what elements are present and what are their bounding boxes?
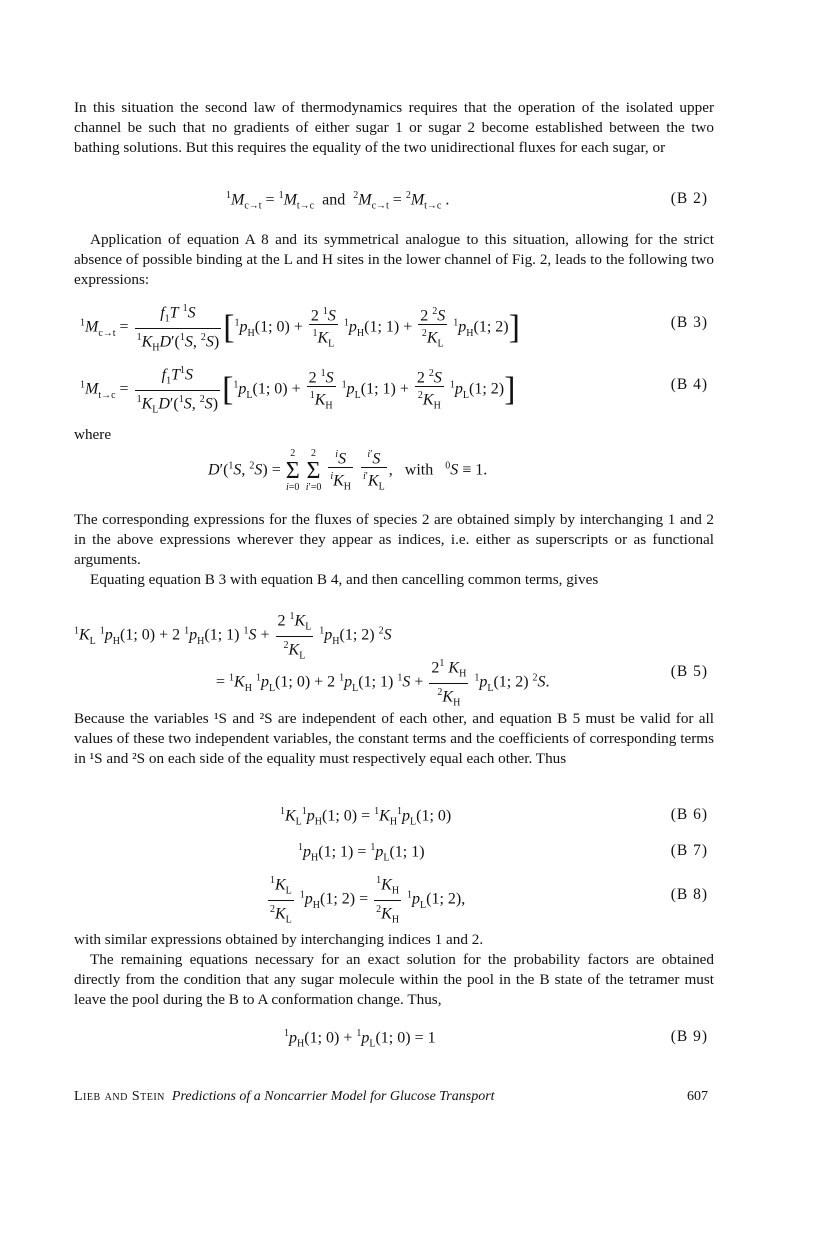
equation-b4: $^1M_{t\to c}$ = $\frac{f_1T^1S}{^1K_LD'(^1S, ^2S)}$ [$^1p_L(1$; 0) + $\frac{2 ^1S}{^1K_H}$ $^1p_L(1$; 1) + $\frac{2 ^2S}{^2K_H}$ $^1p_L(1$; 2)] (B 4) — [74, 362, 714, 402]
equation-b9: $^1p_H(1$; $0) + ^1p_L(1$; 0) = 1 (B 9) — [284, 1028, 708, 1050]
equation-b3: $^1M_{c\to t}$ = $\frac{f_1T ^1S}{^1K_HD'(^1S, ^2S)}$ [$^1p_H(1$; 0) + $\frac{2 ^1S}{^1K_L}$ $^1p_H(1$; 1) + $\frac{2 ^2S}{^2K_L}$ $^1p_H(1$; 2)] (B 3) — [74, 300, 714, 340]
equation-b7: $^1p_H(1$; $1) = ^1p_L(1$; 1) (B 7) — [298, 842, 708, 864]
equation-number-b9: (B 9) — [670, 1028, 708, 1045]
equation-number-b4: (B 4) — [670, 376, 708, 393]
equation-number-b6: (B 6) — [670, 806, 708, 823]
paragraph-second-law: In this situation the second law of thermodynamics requires that the operation of the isolated upper channel be such that no gradients of either sugar 1 or sugar 2 become established between the two bathing solutions. But this requires the equality of the two unidirectional fluxes for each sugar, or — [74, 99, 714, 156]
paragraph-corresponding: The corresponding expressions for the fluxes of species 2 are obtained simply by interchanging 1 and 2 in the above expressions wherever they appear as indices, i.e. either as superscripts or as functional arguments. — [74, 511, 714, 568]
paragraph-remaining: The remaining equations necessary for an exact solution for the probability factors are obtained directly from the condition that any sugar molecule within the pool in the B state of the tetramer must leave the pool during the B to A conformation change. Thus, — [74, 951, 714, 1008]
footer-title: Predictions of a Noncarrier Model for Glucose Transport — [171, 1089, 495, 1104]
with-word: with — [404, 461, 434, 479]
paragraph-application: Application of equation A 8 and its symmetrical analogue to this situation, allowing for the strict absence of possible binding at the L and H sites in the lower channel of Fig. 2, leads to the following two expressions: — [74, 231, 714, 288]
equation-number-b3: (B 3) — [670, 314, 708, 331]
equation-d-prime: D′($^1$S, $^2$S) = 2 Σ i=0 2 Σ i′=0 $\frac{^iS}{^iK_H}$ $\frac{^{i'}S}{^{i'}K_L}$ , with $^0$S ≡ 1. — [208, 447, 488, 493]
page-number: 607 — [687, 1089, 708, 1104]
page-footer — [74, 1089, 714, 1105]
equation-number-b2: (B 2) — [670, 190, 708, 207]
equation-number-b7: (B 7) — [670, 842, 708, 859]
and-word: and — [322, 191, 346, 209]
equation-b8: $\frac{^1K_L}{^2K_L}$ $^1p_H(1$; 2) = $\frac{^1K_H}{^2K_H}$ $^1p_L(1$; 2), (B 8) — [74, 872, 714, 920]
equation-b5-line2: = $^1K_H$ $^1p_L(1$; 0) + 2 $^1p_L(1$; 1) $^1$S + $\frac{2^1 K_H}{^2K_H}$ $^1p_L(1$; 2) $^2$S. (B 5) — [74, 655, 714, 699]
equation-number-b5: (B 5) — [670, 663, 708, 680]
footer-authors: Lieb and Stein — [74, 1089, 165, 1104]
equation-b6: $^1K_L^1p_H(1$; $0) = ^1K_H^1p_L(1$; 0) (B 6) — [280, 806, 708, 828]
paragraph-because: Because the variables ¹S and ²S are independent of each other, and equation B 5 must be valid for all values of these two independent variables, the constant terms and the coefficients of corresponding terms in ¹S and ²S on each side of the equality must respectively equal each other. Thus — [74, 710, 714, 767]
paragraph-equating: Equating equation B 3 with equation B 4, and then cancelling common terms, gives — [90, 571, 599, 588]
word-where: where — [74, 426, 112, 443]
equation-b5-line1: $^1K_L$ $^1p_H(1$; 0) + 2 $^1p_H(1$; 1) $^1$S + $\frac{2 ^1K_L}{^2K_L}$ $^1p_H(1$; 2) $^2$S — [74, 608, 714, 652]
paragraph-similar: with similar expressions obtained by interchanging indices 1 and 2. — [74, 931, 484, 948]
equation-b2: $^1M_{c\to t} = ^1M_{t\to c}$ and $^2M_{c\to t} = ^2M_{t\to c}$ . (B 2) — [226, 190, 708, 212]
equation-number-b8: (B 8) — [670, 886, 708, 903]
